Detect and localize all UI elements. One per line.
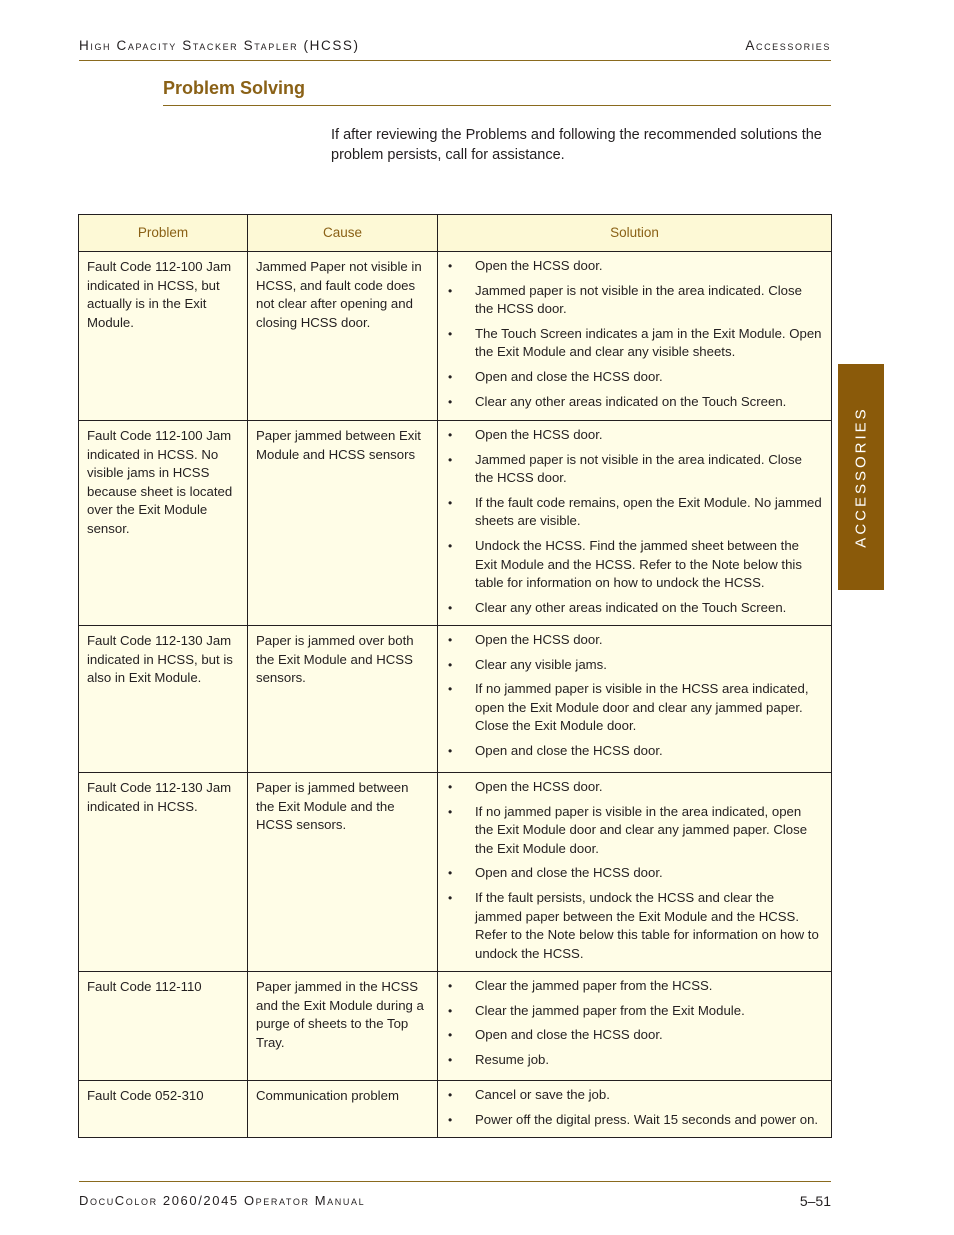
side-tab-label: ACCESSORIES bbox=[852, 406, 870, 548]
accessories-side-tab bbox=[838, 364, 884, 590]
solution-item bbox=[448, 864, 823, 883]
solution-item bbox=[448, 599, 823, 618]
running-header bbox=[79, 38, 831, 61]
cause-cell: Paper jammed between Exit Module and HCSS sensors bbox=[248, 421, 438, 626]
solution-text: Open and close the HCSS door. bbox=[475, 742, 663, 758]
solution-text: Open and close the HCSS door. bbox=[475, 368, 663, 384]
bullet-icon: • bbox=[448, 804, 453, 819]
section-title: Problem Solving bbox=[163, 78, 831, 106]
bullet-icon: • bbox=[448, 743, 453, 758]
solution-cell bbox=[438, 773, 832, 972]
solution-cell bbox=[438, 252, 832, 421]
solution-item bbox=[448, 778, 823, 797]
solution-text: The Touch Screen indicates a jam in the Exit Module. Open the Exit Module and clear any visible sheets. bbox=[475, 325, 822, 360]
solution-text: Open and close the HCSS door. bbox=[475, 865, 663, 881]
bullet-icon: • bbox=[448, 600, 453, 615]
cause-cell: Paper is jammed between the Exit Module and the HCSS sensors. bbox=[248, 773, 438, 972]
bullet-icon: • bbox=[448, 452, 453, 467]
table-header-row bbox=[79, 215, 832, 252]
table-row bbox=[79, 1081, 832, 1138]
solution-item bbox=[448, 494, 823, 531]
cause-cell: Paper jammed in the HCSS and the Exit Module during a purge of sheets to the Top Tray. bbox=[248, 972, 438, 1081]
solution-item bbox=[448, 631, 823, 650]
solution-cell bbox=[438, 1081, 832, 1138]
column-header-cause: Cause bbox=[248, 215, 438, 252]
solution-list bbox=[448, 1086, 823, 1129]
problem-cell: Fault Code 112-100 Jam indicated in HCSS, but actually is in the Exit Module. bbox=[79, 252, 248, 421]
solution-text: Cancel or save the job. bbox=[475, 1087, 610, 1102]
page-number: 5–51 bbox=[799, 1193, 831, 1209]
solution-item bbox=[448, 537, 823, 593]
solution-item bbox=[448, 803, 823, 859]
solution-cell bbox=[438, 421, 832, 626]
bullet-icon: • bbox=[448, 394, 453, 409]
column-header-problem: Problem bbox=[79, 215, 248, 252]
table-row bbox=[79, 972, 832, 1081]
problem-cell: Fault Code 052-310 bbox=[79, 1081, 248, 1138]
solution-item bbox=[448, 426, 823, 445]
bullet-icon: • bbox=[448, 495, 453, 510]
solution-text: Clear any visible jams. bbox=[475, 656, 607, 672]
solution-item bbox=[448, 1026, 823, 1045]
bullet-icon: • bbox=[448, 866, 453, 881]
solution-item bbox=[448, 742, 823, 761]
solution-item bbox=[448, 889, 823, 963]
solution-item bbox=[448, 368, 823, 387]
bullet-icon: • bbox=[448, 1112, 453, 1127]
table-row bbox=[79, 773, 832, 972]
solution-text: Jammed paper is not visible in the area indicated. Close the HCSS door. bbox=[475, 282, 802, 317]
solution-list bbox=[448, 426, 823, 617]
solution-list bbox=[448, 977, 823, 1069]
bullet-icon: • bbox=[448, 283, 453, 298]
solution-text: Open the HCSS door. bbox=[475, 427, 603, 442]
solution-text: Power off the digital press. Wait 15 seconds and power on. bbox=[475, 1111, 819, 1127]
solution-item bbox=[448, 451, 823, 488]
cause-cell: Paper is jammed over both the Exit Module and HCSS sensors. bbox=[248, 626, 438, 773]
solution-cell bbox=[438, 626, 832, 773]
solution-text: Clear the jammed paper from the HCSS. bbox=[475, 978, 713, 993]
bullet-icon: • bbox=[448, 780, 453, 794]
solution-item bbox=[448, 1051, 823, 1070]
page-footer bbox=[79, 1181, 831, 1210]
solution-list bbox=[448, 257, 823, 411]
problem-cell: Fault Code 112-130 Jam indicated in HCSS, but is also in Exit Module. bbox=[79, 626, 248, 773]
solution-text: If the fault persists, undock the HCSS and clear the jammed paper between the Exit Module and the HCSS. Refer to the Note below this table for information on how to undock the HCSS. bbox=[475, 889, 819, 961]
problem-solving-table bbox=[78, 214, 832, 1138]
solution-text: If no jammed paper is visible in the area indicated, open the Exit Module door and clear any jammed paper. Close the Exit Module door. bbox=[475, 803, 808, 856]
bullet-icon: • bbox=[448, 979, 453, 993]
table-row bbox=[79, 252, 832, 421]
solution-cell bbox=[438, 972, 832, 1081]
solution-text: Open and close the HCSS door. bbox=[475, 1027, 663, 1043]
solution-item bbox=[448, 325, 823, 362]
solution-list bbox=[448, 631, 823, 761]
solution-item bbox=[448, 977, 823, 996]
bullet-icon: • bbox=[448, 633, 453, 647]
solution-list bbox=[448, 778, 823, 963]
bullet-icon: • bbox=[448, 1088, 453, 1102]
solution-item bbox=[448, 1086, 823, 1105]
solution-text: Clear the jammed paper from the Exit Module. bbox=[475, 1002, 745, 1018]
header-section-name: Accessories bbox=[745, 38, 831, 53]
problem-cell: Fault Code 112-130 Jam indicated in HCSS. bbox=[79, 773, 248, 972]
bullet-icon: • bbox=[448, 1003, 453, 1018]
solution-text: Jammed paper is not visible in the area indicated. Close the HCSS door. bbox=[475, 451, 802, 486]
bullet-icon: • bbox=[448, 657, 453, 672]
problem-cell: Fault Code 112-100 Jam indicated in HCSS. No visible jams in HCSS because sheet is located over the Exit Module sensor. bbox=[79, 421, 248, 626]
bullet-icon: • bbox=[448, 259, 453, 273]
bullet-icon: • bbox=[448, 326, 453, 341]
bullet-icon: • bbox=[448, 428, 453, 442]
bullet-icon: • bbox=[448, 369, 453, 384]
solution-item bbox=[448, 1111, 823, 1130]
solution-text: Open the HCSS door. bbox=[475, 779, 603, 794]
bullet-icon: • bbox=[448, 1052, 453, 1067]
problem-cell: Fault Code 112-110 bbox=[79, 972, 248, 1081]
solution-text: Clear any other areas indicated on the Touch Screen. bbox=[475, 599, 787, 615]
column-header-solution: Solution bbox=[438, 215, 832, 252]
solution-item bbox=[448, 656, 823, 675]
solution-item bbox=[448, 680, 823, 736]
cause-cell: Jammed Paper not visible in HCSS, and fault code does not clear after opening and closing HCSS door. bbox=[248, 252, 438, 421]
header-chapter-title: High Capacity Stacker Stapler (HCSS) bbox=[79, 38, 360, 53]
bullet-icon: • bbox=[448, 682, 453, 697]
solution-text: Resume job. bbox=[475, 1051, 550, 1067]
solution-text: Open the HCSS door. bbox=[475, 258, 603, 273]
table-row bbox=[79, 626, 832, 773]
bullet-icon: • bbox=[448, 890, 453, 905]
solution-text: Clear any other areas indicated on the Touch Screen. bbox=[475, 393, 787, 409]
bullet-icon: • bbox=[448, 1028, 453, 1043]
solution-item bbox=[448, 1002, 823, 1021]
solution-text: Open the HCSS door. bbox=[475, 632, 603, 647]
cause-cell: Communication problem bbox=[248, 1081, 438, 1138]
solution-text: If no jammed paper is visible in the HCSS area indicated, open the Exit Module door and clear any jammed paper. Close the Exit Module door. bbox=[475, 681, 809, 734]
intro-paragraph: If after reviewing the Problems and following the recommended solutions the problem persists, call for assistance. bbox=[331, 127, 822, 163]
solution-item bbox=[448, 282, 823, 319]
bullet-icon: • bbox=[448, 538, 453, 553]
footer-manual-title: DocuColor 2060/2045 Operator Manual bbox=[79, 1193, 366, 1208]
solution-text: Undock the HCSS. Find the jammed sheet between the Exit Module and the HCSS. Refer to the Note below this table for information on how to undock the HCSS. bbox=[475, 537, 802, 591]
solution-item bbox=[448, 393, 823, 412]
solution-text: If the fault code remains, open the Exit Module. No jammed sheets are visible. bbox=[475, 494, 822, 529]
solution-item bbox=[448, 257, 823, 276]
table-row bbox=[79, 421, 832, 626]
